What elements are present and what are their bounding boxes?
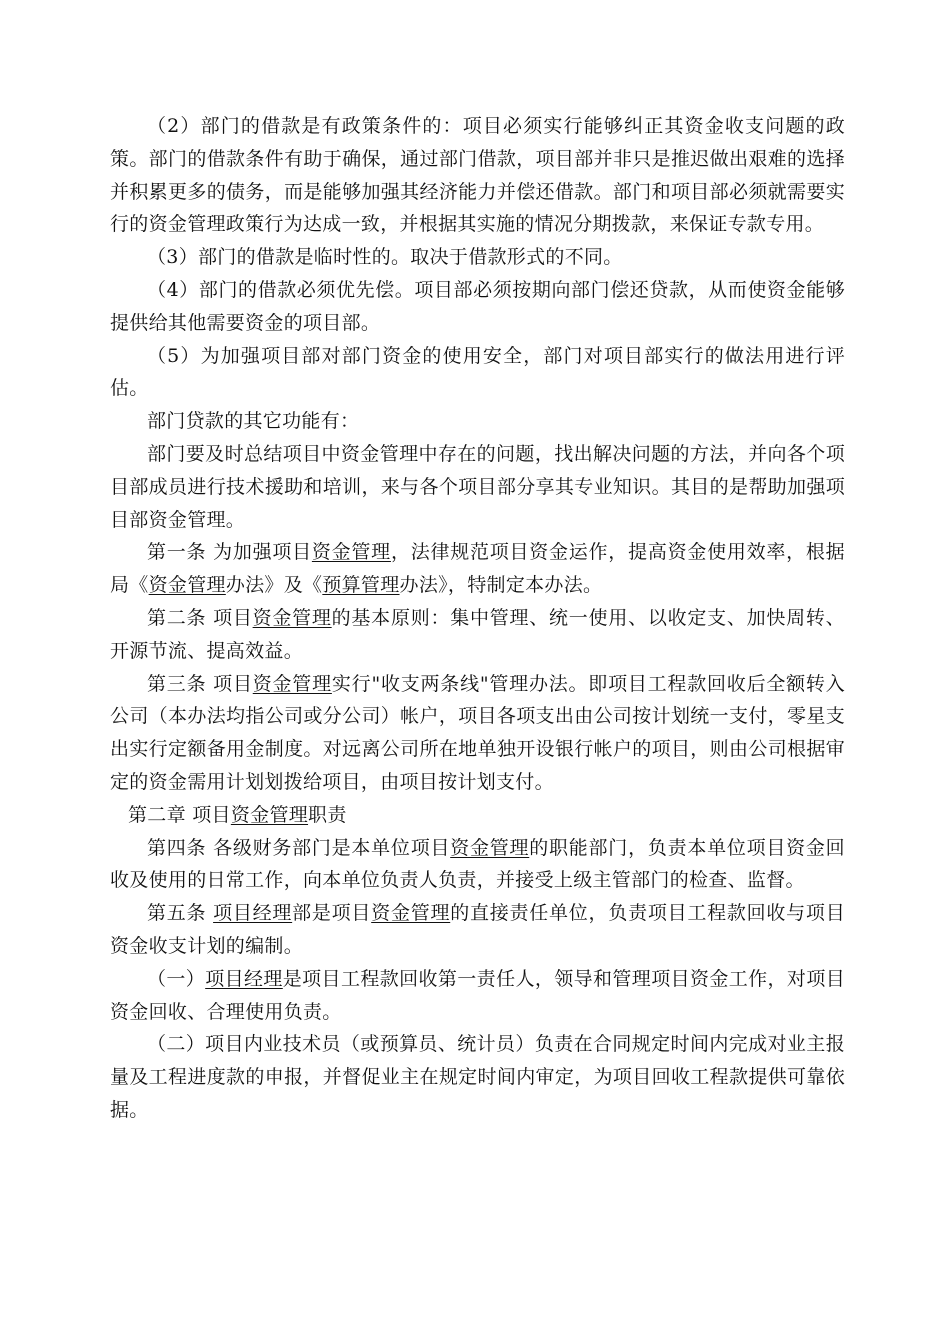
text-run: ，法律规范项目资金运作，提高资金使用效率，根据局《 xyxy=(110,541,845,597)
underlined-term: 资金管理 xyxy=(371,902,451,925)
paragraph xyxy=(110,340,845,406)
text-run: 部门要及时总结项目中资金管理中存在的问题，找出解决问题的方法，并向各个项目部成员进行技术援助和培训，来与各个项目部分享其专业知识。其目的是帮助加强项目部资金管理。 xyxy=(110,442,845,531)
underlined-term: 资金管理 xyxy=(252,672,332,695)
text-run: 是项目工程款回收第一责任人，领导和管理项目资金工作，对项目资金回收、合理使用负责。 xyxy=(110,967,846,1023)
paragraph xyxy=(110,963,845,1029)
paragraph xyxy=(110,897,845,963)
underlined-term: 资金管理 xyxy=(148,574,226,597)
text-run: 第二条 项目 xyxy=(147,606,253,629)
underlined-term: 资金管理 xyxy=(311,541,391,564)
underlined-term: 资金管理 xyxy=(230,803,309,826)
paragraph xyxy=(110,832,845,898)
text-run: 的基本原则：集中管理、统一使用、以收定支、加快周转、开源节流、提高效益。 xyxy=(110,606,845,662)
text-run: 第五条 xyxy=(147,902,214,925)
paragraph xyxy=(110,274,845,340)
underlined-term: 项目经理 xyxy=(205,967,283,990)
chapter-heading xyxy=(110,799,845,832)
text-run: （2）部门的借款是有政策条件的：项目必须实行能够纠正其资金收支问题的政策。部门的借款条件有助于确保，通过部门借款，项目部并非只是推迟做出艰难的选择并积累更多的债务，而是能够加强其经济能力并偿还借款。部门和项目部必须就需要实行的资金管理政策行为达成一致，并根据其实施的情况分期拨款，来保证专款专用。 xyxy=(110,115,845,236)
text-run: 部是项目 xyxy=(292,902,372,925)
text-run: 第四条 各级财务部门是本单位项目 xyxy=(147,836,451,859)
text-run: （一） xyxy=(147,967,206,990)
underlined-term: 项目经理 xyxy=(213,902,293,925)
paragraph xyxy=(110,1028,845,1126)
paragraph xyxy=(110,241,845,274)
underlined-term: 资金管理 xyxy=(252,606,332,629)
text-run: 办法》，特制定本办法。 xyxy=(399,574,603,597)
text-run: 的职能部门，负责本单位项目资金回收及使用的日常工作，向本单位负责人负责，并接受上级主管部门的检查、监督。 xyxy=(110,836,845,892)
text-run: （5）为加强项目部对部门资金的使用安全，部门对项目部实行的做法用进行评估。 xyxy=(110,344,845,400)
document-body xyxy=(110,110,845,1127)
paragraph xyxy=(110,110,845,241)
text-run: 实行"收支两条线"管理办法。即项目工程款回收后全额转入公司（本办法均指公司或分公司）帐户，项目各项支出由公司按计划统一支付，零星支出实行定额备用金制度。对远离公司所在地单独开设银行帐户的项目，则由公司根据审定的资金需用计划划拨给项目，由项目按计划支付。 xyxy=(110,672,845,793)
text-run: （二）项目内业技术员（或预算员、统计员）负责在合同规定时间内完成对业主报量及工程进度款的申报，并督促业主在规定时间内审定，为项目回收工程款提供可靠依据。 xyxy=(110,1033,845,1121)
text-run: 第三条 项目 xyxy=(147,672,253,695)
paragraph xyxy=(110,405,845,438)
paragraph xyxy=(110,536,845,602)
underlined-term: 预算管理 xyxy=(322,574,400,597)
paragraph xyxy=(110,668,845,799)
text-run: （3）部门的借款是临时性的。取决于借款形式的不同。 xyxy=(147,246,623,269)
underlined-term: 资金管理 xyxy=(450,836,530,859)
text-run: 职责 xyxy=(308,803,347,826)
text-run: 第一条 为加强项目 xyxy=(147,541,312,564)
paragraph xyxy=(110,438,845,536)
text-run: 第二章 项目 xyxy=(128,803,231,826)
text-run: 的直接责任单位，负责项目工程款回收与项目资金收支计划的编制。 xyxy=(110,902,845,957)
paragraph xyxy=(110,602,845,668)
text-run: 部门贷款的其它功能有： xyxy=(147,410,360,433)
text-run: （4）部门的借款必须优先偿。项目部必须按期向部门偿还贷款，从而使资金能够提供给其他需要资金的项目部。 xyxy=(110,278,845,334)
text-run: 办法》及《 xyxy=(225,574,323,597)
